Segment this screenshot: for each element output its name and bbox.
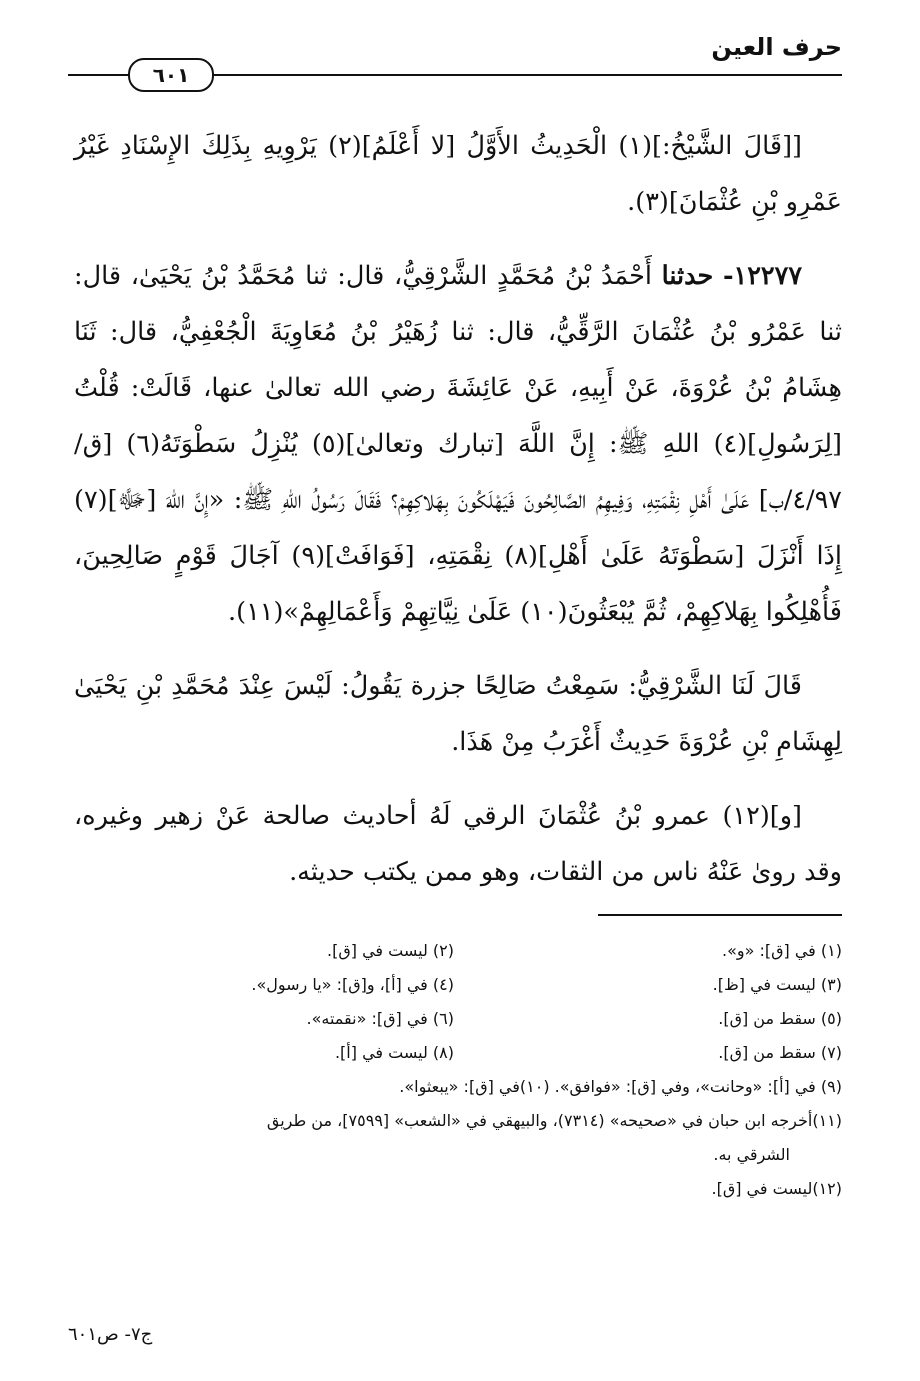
footnote-9-10: (٩) في [أ]: «وحانت»، وفي [ق]: «فوافق». (١٠)في [ق]: «يبعثوا». [399, 1077, 842, 1096]
footnote-row [66, 1002, 842, 1036]
footnote-11-continuation: الشرقي به. [713, 1145, 790, 1164]
hadith-lead-word: حدثنا [661, 261, 714, 291]
footnotes [66, 934, 842, 1206]
footnote-7: (٧) سقط من [ق]. [718, 1043, 842, 1062]
footnote-separator [598, 914, 842, 916]
footnote-3: (٣) ليست في [ظ]. [712, 975, 842, 994]
paragraph-sharqi-comment: قَالَ لَنَا الشَّرْقِيُّ: سَمِعْتُ صَالِحًا جزرة يَقُولُ: لَيْسَ عِنْدَ مُحَمَّدِ بْنِ يَحْيَىٰ لِهِشَامِ بْنِ عُرْوَةَ حَدِيثٌ أَغْرَبُ مِنْ هَذَا. [74, 671, 842, 757]
footnote-row [66, 934, 842, 968]
hadith-text: أَحْمَدُ بْنُ مُحَمَّدٍ الشَّرْقِيُّ، قال: ثنا مُحَمَّدُ بْنُ يَحْيَىٰ، قال: ثنا عَمْرُو بْنُ عُثْمَانَ الرَّقِّيُّ، قال: ثنا زُهَيْرُ بْنُ مُعَاوِيَةَ الْجُعْفِيُّ، قال: ثَنَا هِشَامُ بْنُ عُرْوَةَ، عَنْ أَبِيهِ، عَنْ عَائِشَةَ رضي الله تعالىٰ عنها، قَالَتْ: قُلْتُ [لِرَسُولِ](٤) اللهِ ﷺ: إِنَّ اللَّهَ [تبارك وتعالىٰ](٥) يُنْزِلُ سَطْوَتَهُ(٦) [ق/٤/٩٧/ب] عَلَىٰ أَهْلِ نِقْمَتِهِ، وَفِيهِمُ الصَّالِحُونَ فَيَهْلَكُونَ بِهَلاكِهِمْ؟ فَقَالَ رَسُولُ اللهِ ﷺ: «إِنَّ اللهَ [ﷻ](٧) إِذَا أَنْزَلَ [سَطْوَتَهُ عَلَىٰ أَهْلِ](٨) نِقْمَتِهِ، [فَوَافَتْ](٩) آجَالَ قَوْمٍ صَالِحِينَ، فَأُهْلِكُوا بِهَلاكِهِمْ، ثُمَّ يُبْعَثُونَ(١٠) عَلَىٰ نِيَّاتِهِمْ وَأَعْمَالِهِمْ»(١١). [74, 261, 842, 627]
footnote-6: (٦) في [ق]: «نقمته». [306, 1009, 454, 1028]
paragraph-narrator-note: [و](١٢) عمرو بْنُ عُثْمَانَ الرقي لَهُ أحاديث صالحة عَنْ زهير وغيره، وقد روىٰ عَنْهُ ناس من الثقات، وهو ممن يكتب حديثه. [74, 801, 842, 887]
footnote-5: (٥) سقط من [ق]. [718, 1009, 842, 1028]
paragraph-sheikh-comment: [[قَالَ الشَّيْخُ:](١) الْحَدِيثُ الأَوَّلُ [لا أَعْلَمُ](٢) يَرْوِيهِ بِذَلِكَ الإِسْنَادِ غَيْرُ عَمْرِو بْنِ عُثْمَانَ](٣). [74, 131, 842, 217]
footnote-2: (٢) ليست في [ق]. [327, 941, 454, 960]
footnote-row [66, 1036, 842, 1070]
hadith-number: ١٢٢٧٧- [722, 261, 803, 291]
page-number-badge: ٦٠١ [128, 58, 214, 92]
footnote-row [66, 968, 842, 1002]
footnote-1: (١) في [ق]: «و». [721, 941, 842, 960]
volume-page-footer: ج٧- ص٦٠١ [68, 1324, 153, 1345]
footnote-11: (١١)أخرجه ابن حبان في «صحيحه» (٧٣١٤)، والبيهقي في «الشعب» [٧٥٩٩]، من طريق [266, 1111, 842, 1130]
footnote-4: (٤) في [أ]، و[ق]: «يا رسول». [251, 975, 454, 994]
footnote-12: (١٢)ليست في [ق]. [711, 1179, 842, 1198]
paragraph-hadith-12277 [74, 248, 842, 640]
main-text [74, 118, 842, 918]
chapter-title: حرف العين [711, 33, 842, 61]
footnote-8: (٨) ليست في [أ]. [334, 1043, 454, 1062]
